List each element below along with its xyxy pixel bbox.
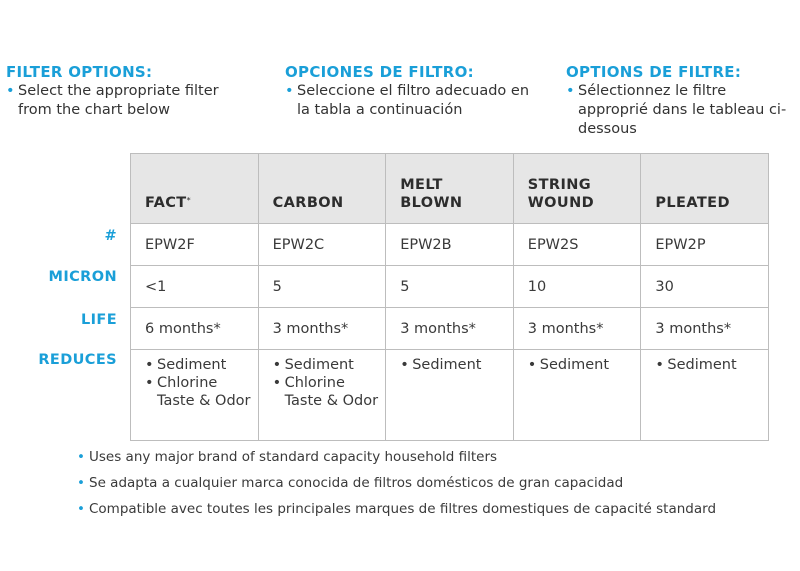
reduce-text: Chlorine Taste & Odor <box>284 375 379 409</box>
reduce-item <box>528 356 641 374</box>
reduce-item <box>145 374 258 410</box>
reduces-cell <box>258 350 386 441</box>
intro-column-fr <box>566 62 792 139</box>
reduces-cell <box>131 350 259 441</box>
reduce-item <box>400 356 513 374</box>
reduces-cell <box>386 350 514 441</box>
reduce-item <box>273 374 386 410</box>
reduce-text: Sediment <box>412 357 482 373</box>
header-line2: PLEATED <box>655 195 730 211</box>
reduce-item <box>655 356 768 374</box>
header-pleated <box>641 154 769 224</box>
header-line1: STRING <box>527 177 592 193</box>
life-cell: 3 months* <box>258 308 386 350</box>
micron-cell: 5 <box>258 266 386 308</box>
intro-text: Select the appropriate filter from the chart below <box>18 83 219 118</box>
row-label-number: # <box>104 228 117 244</box>
header-line2: CARBON <box>272 195 344 211</box>
bullet: • <box>145 375 154 391</box>
part-number-cell: EPW2F <box>131 224 259 266</box>
reduce-text: Sediment <box>667 357 737 373</box>
bullet: • <box>77 501 85 517</box>
bullet: • <box>527 357 537 373</box>
row-label-reduces: REDUCES <box>38 352 117 368</box>
footnotes <box>77 444 716 522</box>
filter-table <box>130 153 769 441</box>
life-cell: 6 months* <box>131 308 259 350</box>
filter-options-heading: FILTER OPTIONS: <box>6 63 153 81</box>
footnote-fr <box>77 496 716 522</box>
footnote-en <box>77 444 716 470</box>
intro-text-fr <box>566 82 792 139</box>
micron-cell: <1 <box>131 266 259 308</box>
row-label-life: LIFE <box>80 312 117 328</box>
reduces-cell <box>513 350 641 441</box>
reduces-row <box>131 350 769 441</box>
micron-row <box>131 266 769 308</box>
intro-text-en <box>6 82 256 120</box>
bullet: • <box>655 357 664 373</box>
reduce-text: Sediment <box>539 357 610 373</box>
reduces-cell <box>641 350 769 441</box>
bullet: • <box>272 375 282 391</box>
header-row <box>131 154 769 224</box>
reduce-item <box>273 356 386 374</box>
header-line1: MELT <box>400 177 443 193</box>
part-number-cell: EPW2S <box>513 224 641 266</box>
part-number-cell: EPW2B <box>386 224 514 266</box>
intro-column-es <box>285 62 535 120</box>
bullet: • <box>400 357 409 373</box>
bullet: • <box>566 83 575 99</box>
header-line2: BLOWN <box>400 195 463 211</box>
bullet: • <box>77 475 85 491</box>
life-cell: 3 months* <box>386 308 514 350</box>
row-label-micron: MICRON <box>48 269 117 285</box>
header-carbon <box>258 154 386 224</box>
bullet: • <box>6 83 15 99</box>
micron-cell: 5 <box>386 266 514 308</box>
header-line2: FACT <box>145 195 187 211</box>
part-number-cell: EPW2P <box>641 224 769 266</box>
life-cell: 3 months* <box>641 308 769 350</box>
bullet: • <box>145 357 154 373</box>
intro-text: Seleccione el filtro adecuado en la tabla a continuación <box>297 83 530 118</box>
bullet: • <box>77 449 85 465</box>
footnote-text: Compatible avec toutes les principales marques de filtres domestiques de capacité standard <box>89 501 717 517</box>
header-mark: * <box>186 196 192 205</box>
part-number-cell: EPW2C <box>258 224 386 266</box>
header-line2-wrap <box>145 194 258 212</box>
micron-cell: 10 <box>513 266 641 308</box>
part-number-row <box>131 224 769 266</box>
footnote-text: Uses any major brand of standard capacity household filters <box>89 449 498 465</box>
header-line2: WOUND <box>527 195 595 211</box>
bullet: • <box>272 357 282 373</box>
header-fact <box>131 154 259 224</box>
footnote-text: Se adapta a cualquier marca conocida de filtros domésticos de gran capacidad <box>89 475 624 491</box>
life-cell: 3 months* <box>513 308 641 350</box>
reduce-text: Chlorine Taste & Odor <box>157 375 251 409</box>
options-de-filtre-heading: OPTIONS DE FILTRE: <box>566 63 742 81</box>
micron-cell: 30 <box>641 266 769 308</box>
bullet: • <box>285 83 294 99</box>
reduce-item <box>145 356 258 374</box>
footnote-es <box>77 470 716 496</box>
intro-text-es <box>285 82 535 120</box>
reduce-text: Sediment <box>284 357 354 373</box>
header-string-wound <box>513 154 641 224</box>
intro-text: Sélectionnez le filtre approprié dans le tableau ci-dessous <box>578 83 787 137</box>
opciones-de-filtro-heading: OPCIONES DE FILTRO: <box>285 63 474 81</box>
intro-column-en <box>6 62 256 120</box>
header-melt-blown <box>386 154 514 224</box>
life-row <box>131 308 769 350</box>
reduce-text: Sediment <box>157 357 227 373</box>
